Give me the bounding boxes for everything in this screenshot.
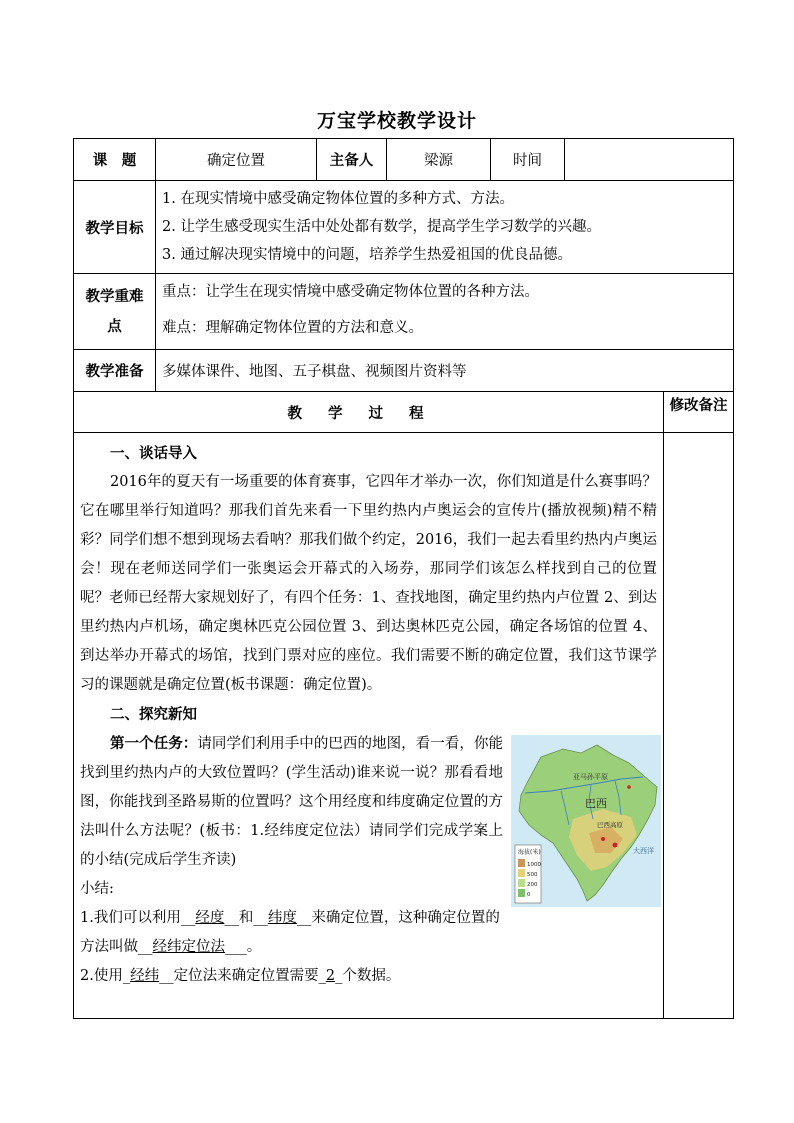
blank-method: 经纬定位法 (152, 939, 225, 955)
lesson-plan-table (73, 138, 734, 1019)
map-plateau-label: 巴西高原 (597, 821, 623, 829)
map-legend-level: 200 (527, 882, 538, 888)
blank-count: 2 (325, 968, 336, 984)
process-body (74, 433, 664, 1019)
key-points-label (74, 274, 156, 350)
map-coast-label: 大西洋 (633, 847, 654, 855)
time-value (565, 139, 734, 181)
section-intro-title: 一、谈话导入 (110, 445, 197, 462)
goal-item: 1. 在现实情境中感受确定物体位置的多种方式、方法。 (162, 191, 514, 207)
difficult-point: 难点：理解确定物体位置的方法和意义。 (162, 320, 423, 336)
note-column (664, 433, 734, 1019)
key-points-content (156, 274, 734, 350)
summary-item-2: 2.使用_经纬__定位法来确定位置需要_2_个数据。 (80, 968, 401, 984)
time-label: 时间 (491, 139, 565, 181)
section-intro-paragraph: 2016年的夏天有一场重要的体育赛事，它四年才举办一次，你们知道是什么赛事吗？它在哪里举行知道吗？那我们首先来看一下里约热内卢奥运会的宣传片(播放视频)精不精彩？同学们想不想到现场去看呐？那我们做个约定，2016，我们一起去看里约热内卢奥运会！现在老师送同学们一张奥运会开幕式的入场券，那同学们该怎么样找到自己的位置呢？老师已经帮大家规划好了，有四个任务：1、查找地图，确定里约热内卢位置 2、到达里约热内卢机场，确定奥林匹克公园位置 3、到达奥林匹克公园，确定各场馆的位置 4、到达举办开幕式的场馆，找到门票对应的座位。我们需要不断的确定位置，我们这节课学习的课题就是确定位置(板书课题：确定位置)。 (80, 474, 657, 693)
lead-label: 主备人 (317, 139, 387, 181)
summary-label: 小结: (80, 881, 114, 897)
blank-latitude: 纬度 (267, 910, 297, 926)
lead-value: 梁源 (387, 139, 491, 181)
goal-item: 2. 让学生感受现实生活中处处都有数学，提高学生学习数学的兴趣。 (162, 219, 601, 235)
topic-label: 课 题 (74, 139, 156, 181)
process-title: 教学过程 (74, 392, 664, 433)
blank-method-2: 经纬 (130, 968, 160, 984)
map-country-label: 巴西 (585, 797, 607, 810)
brazil-map-svg (511, 735, 661, 907)
goal-item: 3. 通过解决现实情境中的问题，培养学生热爱祖国的优良品德。 (162, 247, 572, 263)
key-points-label-line2: 点 (107, 317, 122, 335)
prep-content: 多媒体课件、地图、五子棋盘、视频图片资料等 (156, 350, 734, 392)
goals-content (156, 181, 734, 274)
map-legend-level: 1000 (527, 862, 541, 868)
summary-item-1: 1.我们可以利用__经度__和__纬度__来确定位置，这种确定位置的方法叫做__经纬定位法___。 (80, 910, 500, 955)
topic-value: 确定位置 (156, 139, 317, 181)
page-title: 万宝学校教学设计 (316, 110, 477, 132)
task1-text: 请同学们利用手中的巴西的地图，看一看，你能找到里约热内卢的大致位置吗？(学生活动)谁来说一说？那看看地图，你能找到圣路易斯的位置吗？这个用经度和纬度确定位置的方法叫什么方法呢？(板书：1.经纬度定位法）请同学们完成学案上的小结(完成后学生齐读) (80, 736, 504, 868)
key-point: 重点：让学生在现实情境中感受确定物体位置的各种方法。 (162, 284, 539, 300)
map-legend-level: 0 (527, 892, 531, 898)
map-legend-level: 500 (527, 872, 538, 878)
key-points-label-line1: 教学重难 (85, 287, 144, 305)
section-explore-title: 二、探究新知 (110, 706, 197, 723)
blank-longitude: 经度 (195, 910, 225, 926)
map-amazon-label: 亚马孙平原 (573, 773, 608, 781)
task1-label: 第一个任务： (110, 735, 198, 752)
prep-label: 教学准备 (74, 350, 156, 392)
goals-label: 教学目标 (74, 181, 156, 274)
map-legend-title: 海拔(米) (518, 849, 541, 856)
note-header: 修改备注 (664, 392, 734, 433)
brazil-map (511, 735, 661, 907)
